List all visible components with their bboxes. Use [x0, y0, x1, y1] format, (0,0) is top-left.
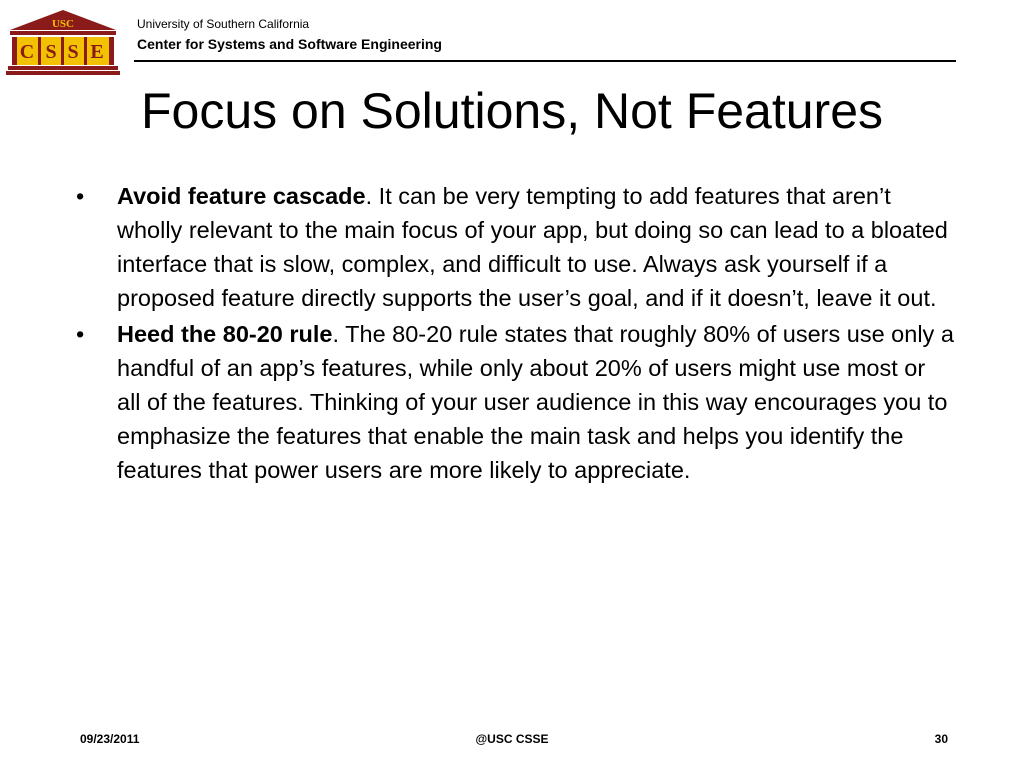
- bullet-list: [74, 179, 954, 489]
- organization-header: [137, 17, 442, 53]
- footer-org: @USC CSSE: [475, 732, 549, 746]
- logo-letter-e: E: [90, 41, 104, 63]
- usc-csse-logo: [6, 8, 120, 76]
- bullet-heading: Avoid feature cascade: [117, 183, 366, 209]
- bullet-item: [74, 179, 954, 315]
- bullet-text: . It can be very tempting to add features that aren’t wholly relevant to the main focus of your app, but doing so can lead to a bloated interface that is slow, complex, and difficult to use. Always ask yourself if a proposed feature directly supports the user’s goal, and if it doesn’t, leave it out.: [117, 183, 948, 311]
- bullet-item: [74, 317, 954, 487]
- logo-letter-s2: S: [67, 41, 79, 63]
- page-number: 30: [934, 732, 948, 746]
- logo-top-text: USC: [51, 18, 75, 30]
- bullet-heading: Heed the 80-20 rule: [117, 321, 333, 347]
- university-name: University of Southern California: [137, 17, 310, 31]
- bullet-marker: •: [76, 321, 85, 347]
- footer-date: 09/23/2011: [80, 732, 140, 746]
- slide-title: Focus on Solutions, Not Features: [140, 83, 884, 139]
- logo-letter-s1: S: [45, 41, 57, 63]
- header-divider: [134, 60, 956, 62]
- bullet-marker: •: [76, 183, 85, 209]
- logo-letter-c: C: [19, 41, 35, 63]
- bullet-text: . The 80-20 rule states that roughly 80% of users use only a handful of an app’s features, while only about 20% of users might use most or all of the features. Thinking of your user audience in this way encourages you to emphasize the features that enable the main task and helps you identify the features that power users are more likely to appreciate.: [117, 321, 954, 483]
- center-name: Center for Systems and Software Engineering: [137, 36, 442, 52]
